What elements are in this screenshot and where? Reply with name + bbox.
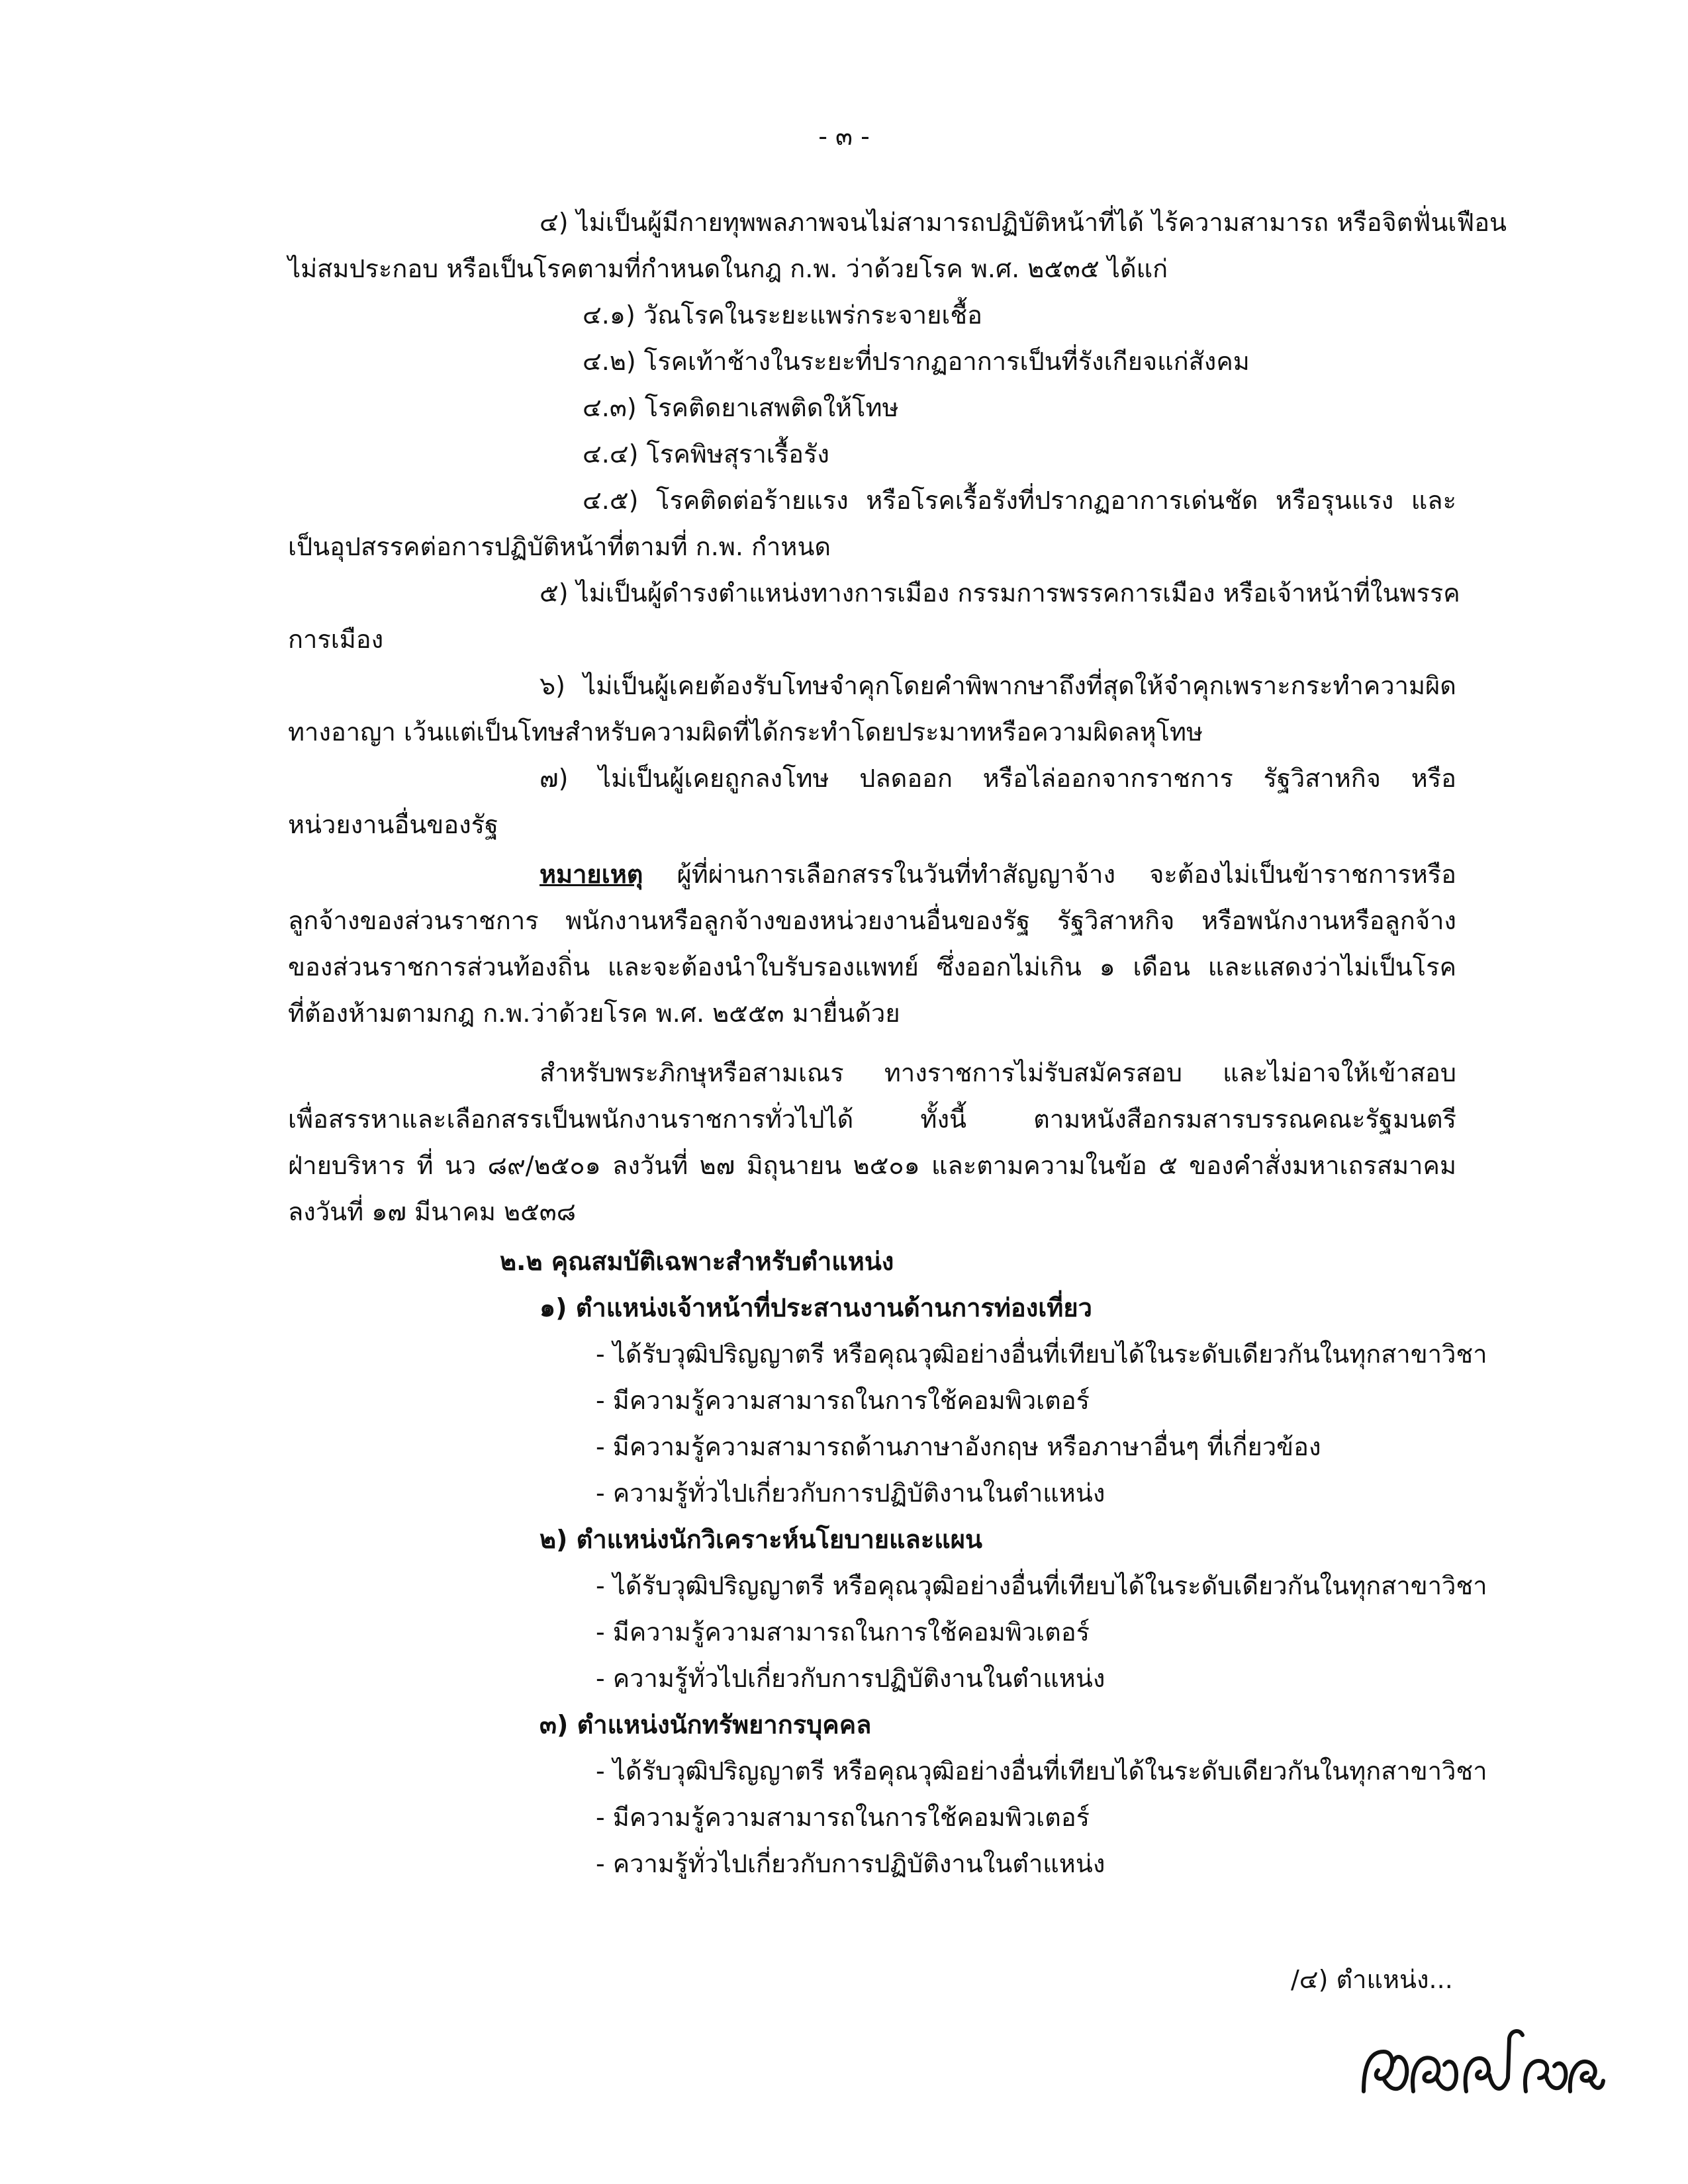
note-line-4: ที่ต้องห้ามตามกฎ ก.พ.ว่าด้วยโรค พ.ศ. ๒๕๕๓ มายื่นด้วย bbox=[288, 999, 900, 1028]
note-line-1 bbox=[539, 857, 1456, 891]
position-2-heading: ๒) ตำแหน่งนักวิเคราะห์นโยบายและแผน bbox=[539, 1525, 982, 1554]
position-1-req-2: - มีความรู้ความสามารถในการใช้คอมพิวเตอร์ bbox=[596, 1386, 1090, 1415]
item-4-4: ๔.๔) โรคพิษสุราเรื้อรัง bbox=[583, 439, 829, 469]
item-4-line-1: ๔) ไม่เป็นผู้มีกายทุพพลภาพจนไม่สามารถปฏิบัติหน้าที่ได้ ไร้ความสามารถ หรือจิตฟั่นเฟือน bbox=[539, 208, 1507, 237]
position-2-req-2: - มีความรู้ความสามารถในการใช้คอมพิวเตอร์ bbox=[596, 1617, 1090, 1647]
item-7-line-1: ๗) ไม่เป็นผู้เคยถูกลงโทษ ปลดออก หรือไล่ออกจากราชการ รัฐวิสาหกิจ หรือ bbox=[539, 764, 1456, 793]
item-5-line-1: ๕) ไม่เป็นผู้ดำรงตำแหน่งทางการเมือง กรรมการพรรคการเมือง หรือเจ้าหน้าที่ในพรรค bbox=[539, 578, 1460, 608]
section-2-2-heading: ๒.๒ คุณสมบัติเฉพาะสำหรับตำแหน่ง bbox=[500, 1247, 894, 1276]
monk-line-3: ฝ่ายบริหาร ที่ นว ๘๙/๒๕๐๑ ลงวันที่ ๒๗ มิถุนายน ๒๕๐๑ และตามความในข้อ ๕ ของคำสั่งมหาเถรสมาคม bbox=[288, 1151, 1456, 1180]
item-4-5-line-2: เป็นอุปสรรคต่อการปฏิบัติหน้าที่ตามที่ ก.พ. กำหนด bbox=[288, 532, 831, 561]
page-number: - ๓ - bbox=[818, 122, 870, 151]
note-label: หมายเหตุ bbox=[539, 860, 643, 889]
item-4-3: ๔.๓) โรคติดยาเสพติดให้โทษ bbox=[583, 393, 899, 422]
item-4-line-2: ไม่สมประกอบ หรือเป็นโรคตามที่กำหนดในกฎ ก.พ. ว่าด้วยโรค พ.ศ. ๒๕๓๕ ได้แก่ bbox=[288, 254, 1168, 283]
item-6-line-2: ทางอาญา เว้นแต่เป็นโทษสำหรับความผิดที่ได้กระทำโดยประมาทหรือความผิดลหุโทษ bbox=[288, 717, 1203, 747]
position-1-heading: ๑) ตำแหน่งเจ้าหน้าที่ประสานงานด้านการท่องเที่ยว bbox=[539, 1293, 1092, 1322]
position-1-req-4: - ความรู้ทั่วไปเกี่ยวกับการปฏิบัติงานในตำแหน่ง bbox=[596, 1479, 1105, 1508]
item-7-line-2: หน่วยงานอื่นของรัฐ bbox=[288, 810, 499, 839]
note-line-3: ของส่วนราชการส่วนท้องถิ่น และจะต้องนำใบรับรองแพทย์ ซึ่งออกไม่เกิน ๑ เดือน และแสดงว่าไม่เป็นโรค bbox=[288, 952, 1456, 981]
monk-line-1: สำหรับพระภิกษุหรือสามเณร ทางราชการไม่รับสมัครสอบ และไม่อาจให้เข้าสอบ bbox=[539, 1058, 1456, 1087]
continuation-note: /๔) ตำแหน่ง... bbox=[1291, 1965, 1453, 1994]
position-2-req-3: - ความรู้ทั่วไปเกี่ยวกับการปฏิบัติงานในตำแหน่ง bbox=[596, 1664, 1105, 1693]
position-1-req-1: - ได้รับวุฒิปริญญาตรี หรือคุณวุฒิอย่างอื่นที่เทียบได้ในระดับเดียวกันในทุกสาขาวิชา bbox=[596, 1340, 1487, 1369]
item-4-5-line-1: ๔.๕) โรคติดต่อร้ายแรง หรือโรคเรื้อรังที่ปรากฏอาการเด่นชัด หรือรุนแรง และ bbox=[583, 486, 1456, 515]
item-4-2: ๔.๒) โรคเท้าช้างในระยะที่ปรากฏอาการเป็นที่รังเกียจแก่สังคม bbox=[583, 347, 1250, 376]
monk-line-4: ลงวันที่ ๑๗ มีนาคม ๒๕๓๘ bbox=[288, 1197, 577, 1226]
monk-line-2: เพื่อสรรหาและเลือกสรรเป็นพนักงานราชการทั่วไปได้ ทั้งนี้ ตามหนังสือกรมสารบรรณคณะรัฐมนตรี bbox=[288, 1105, 1456, 1134]
position-3-req-2: - มีความรู้ความสามารถในการใช้คอมพิวเตอร์ bbox=[596, 1803, 1090, 1832]
item-6-line-1: ๖) ไม่เป็นผู้เคยต้องรับโทษจำคุกโดยคำพิพากษาถึงที่สุดให้จำคุกเพราะกระทำความผิด bbox=[539, 671, 1456, 700]
position-2-req-1: - ได้รับวุฒิปริญญาตรี หรือคุณวุฒิอย่างอื่นที่เทียบได้ในระดับเดียวกันในทุกสาขาวิชา bbox=[596, 1571, 1487, 1600]
item-4-1: ๔.๑) วัณโรคในระยะแพร่กระจายเชื้อ bbox=[583, 300, 982, 330]
position-3-heading: ๓) ตำแหน่งนักทรัพยากรบุคคล bbox=[539, 1710, 872, 1739]
position-3-req-3: - ความรู้ทั่วไปเกี่ยวกับการปฏิบัติงานในตำแหน่ง bbox=[596, 1849, 1105, 1878]
note-text: ผู้ที่ผ่านการเลือกสรรในวันที่ทำสัญญาจ้าง จะต้องไม่เป็นข้าราชการหรือ bbox=[643, 860, 1456, 889]
position-3-req-1: - ได้รับวุฒิปริญญาตรี หรือคุณวุฒิอย่างอื่นที่เทียบได้ในระดับเดียวกันในทุกสาขาวิชา bbox=[596, 1756, 1487, 1786]
handwritten-signature bbox=[1357, 2012, 1609, 2111]
item-5-line-2: การเมือง bbox=[288, 625, 384, 654]
note-line-2: ลูกจ้างของส่วนราชการ พนักงานหรือลูกจ้างของหน่วยงานอื่นของรัฐ รัฐวิสาหกิจ หรือพนักงานหรือลูกจ้าง bbox=[288, 906, 1456, 935]
position-1-req-3: - มีความรู้ความสามารถด้านภาษาอังกฤษ หรือภาษาอื่นๆ ที่เกี่ยวข้อง bbox=[596, 1432, 1321, 1461]
